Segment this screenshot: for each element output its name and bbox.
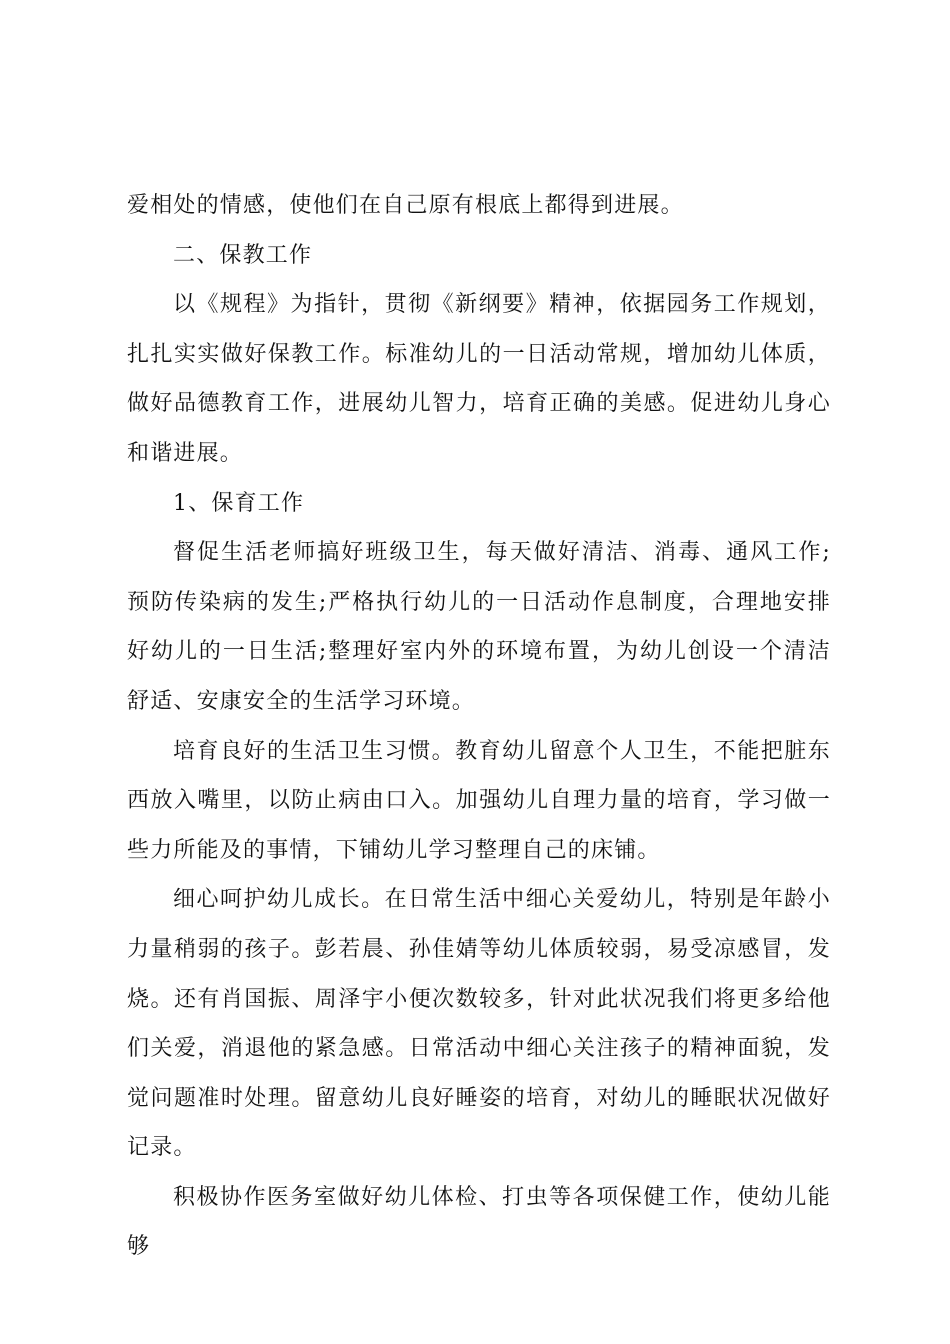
section-heading-care-education: 二、保教工作 [173,242,313,268]
paragraph-care-education-intro: 以《规程》为指针，贯彻《新纲要》精神，依据园务工作规划，扎扎实实做好保教工作。标准幼儿的一日活动常规，增加幼儿体质，做好品德教育工作，进展幼儿智力，培育正确的美感。促进幼儿身心和谐进展。 [127,292,831,466]
paragraph-habits: 培育良好的生活卫生习惯。教育幼儿留意个人卫生，不能把脏东西放入嘴里，以防止病由口入。加强幼儿自理力量的培育，学习做一些力所能及的事情，下铺幼儿学习整理自己的床铺。 [127,738,831,863]
subsection-heading-childcare: 1、保育工作 [173,490,305,516]
paragraph-care-growth: 细心呵护幼儿成长。在日常生活中细心关爱幼儿，特别是年龄小力量稍弱的孩子。彭若晨、孙佳婧等幼儿体质较弱，易受凉感冒，发烧。还有肖国振、周泽宇小便次数较多，针对此状况我们将更多给他们关爱，消退他的紧急感。日常活动中细心关注孩子的精神面貌，发觉问题准时处理。留意幼儿良好睡姿的培育，对幼儿的睡眠状况做好记录。 [127,887,831,1161]
paragraph-hygiene: 督促生活老师搞好班级卫生，每天做好清洁、消毒、通风工作;预防传染病的发生;严格执行幼儿的一日活动作息制度，合理地安排好幼儿的一日生活;整理好室内外的环境布置，为幼儿创设一个清洁舒适、安康安全的生活学习环境。 [127,540,831,714]
paragraph-health-checks: 积极协作医务室做好幼儿体检、打虫等各项保健工作，使幼儿能够 [127,1184,831,1260]
paragraph-continuation: 爱相处的情感，使他们在自己原有根底上都得到进展。 [127,193,684,218]
document-body [127,181,831,1272]
